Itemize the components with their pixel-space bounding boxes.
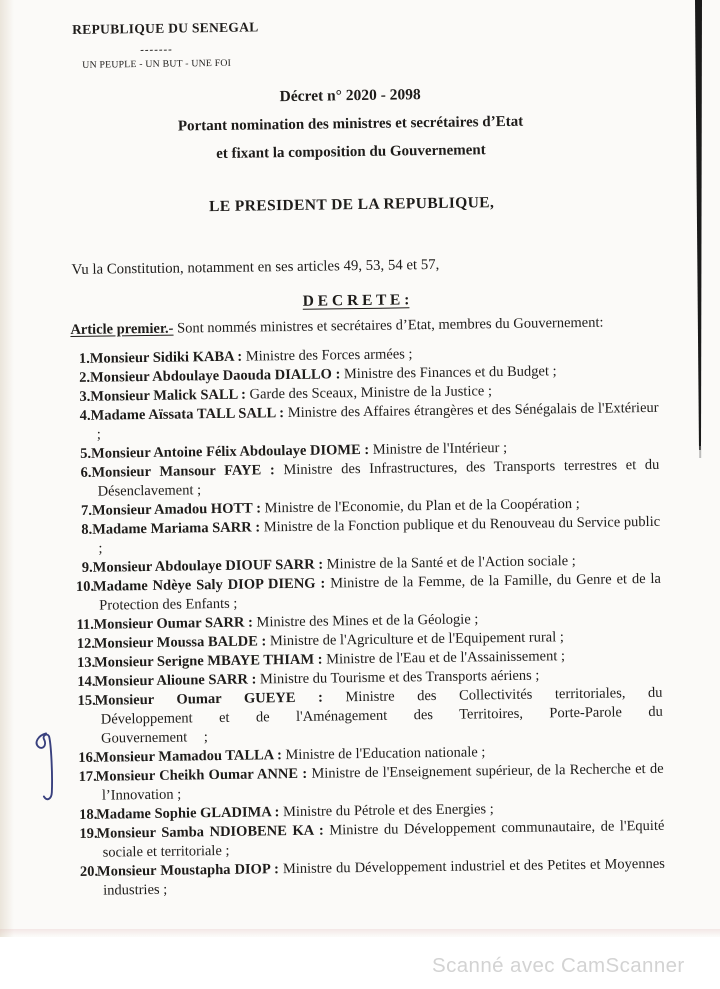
minister-number: 7. [80, 502, 93, 519]
letterhead-separator: ------- [140, 43, 173, 57]
minister-name: Monsieur Moustapha DIOP : [96, 861, 279, 880]
minister-name: Monsieur Mamadou TALLA : [95, 747, 282, 766]
minister-name: Monsieur Moussa BALDE : [93, 633, 267, 652]
decrete-heading: D E C R E T E : [302, 291, 410, 310]
letterhead-country: REPUBLIQUE DU SENEGAL [72, 19, 259, 37]
minister-role: Ministre des Infrastructures, des Transports terrestres et du Désenclavement ; [97, 456, 660, 500]
minister-name: Madame Ndèye Saly DIOP DIENG : [92, 575, 326, 595]
minister-number: 9. [81, 559, 93, 576]
minister-name: Monsieur Malick SALL : [90, 386, 247, 405]
minister-name: Madame Mariama SARR : [92, 519, 261, 538]
minister-number: 4. [79, 407, 91, 424]
minister-number: 10. [75, 578, 95, 595]
minister-role: Ministre de l'Education nationale ; [281, 744, 486, 764]
minister-role: Ministre des Collectivités territoriales, du Développement et de l'Aménagement des Territoires, Porte-Parole du Gouvernement ; [100, 684, 663, 747]
minister-role: Ministre de l'Eau et de l'Assainissement ; [322, 648, 566, 668]
decree-subtitle-line2: et fixant la composition du Gouvernement [216, 142, 486, 162]
minister-number: 11. [76, 616, 94, 633]
minister-number: 5. [80, 445, 92, 462]
minister-name: Madame Sophie GLADIMA : [96, 804, 280, 823]
minister-number: 13. [76, 654, 96, 671]
minister-number: 3. [79, 388, 91, 405]
minister-role: Ministre de l'Economie, du Plan et de la Coopération ; [260, 495, 580, 517]
article-premier-label: Article premier.- [70, 320, 174, 339]
article-premier-text: Sont nommés ministres et secrétaires d’Etat, membres du Gouvernement: [173, 314, 604, 337]
minister-name: Monsieur Cheikh Oumar ANNE : [95, 765, 308, 785]
minister-role: Ministre du Pétrole et des Energies ; [279, 801, 494, 821]
minister-name: Monsieur Serigne MBAYE THIAM : [93, 651, 323, 671]
minister-role: Ministre des Mines et de la Géologie ; [252, 611, 479, 631]
scan-edge-line [690, 0, 712, 462]
decree-subtitle-line1: Portant nomination des ministres et secrétaires d’Etat [177, 113, 524, 135]
minister-number: 20. [79, 863, 99, 880]
minister-number: 14. [77, 673, 96, 690]
minister-number: 12. [76, 635, 96, 652]
minister-name: Monsieur Amadou HOTT : [91, 500, 262, 519]
minister-name: Monsieur Samba NDIOBENE KA : [96, 822, 324, 842]
minister-name: Monsieur Oumar SARR : [93, 614, 253, 633]
minister-role: Garde des Sceaux, Ministre de la Justice ; [245, 383, 493, 403]
minister-name: Monsieur Oumar GUEYE : [94, 689, 324, 709]
minister-name: Madame Aïssata TALL SALL : [90, 405, 285, 424]
minister-name: Monsieur Sidiki KABA : [89, 348, 243, 367]
minister-role: Ministre de l'Agriculture et de l'Equipement rural ; [266, 629, 564, 650]
decree-number: Décret n° 2020 - 2098 [279, 86, 421, 106]
letterhead [72, 19, 259, 71]
minister-number: 19. [79, 825, 98, 842]
minister-role: Ministre des Forces armées ; [242, 346, 413, 365]
handwritten-pen-mark [31, 724, 64, 812]
minister-number: 15. [77, 692, 96, 709]
minister-role: Ministre du Tourisme et des Transports aériens ; [256, 667, 540, 688]
minister-name: Monsieur Antoine Félix Abdoulaye DIOME : [91, 441, 370, 462]
minister-role: Ministre de l'Enseignement supérieur, de la Recherche et de l’Innovation ; [101, 760, 664, 804]
minister-number: 1. [78, 350, 90, 367]
minister-role: Ministre du Développement communautaire, de l'Equité sociale et territoriale ; [102, 817, 665, 861]
minister-number: 16. [78, 749, 97, 766]
minister-role: Ministre de la Femme, de la Famille, du Genre et de la Protection des Enfants ; [99, 570, 662, 614]
minister-name: Monsieur Alioune SARR : [94, 671, 257, 690]
minister-role: Ministre des Finances et du Budget ; [340, 363, 557, 383]
ministers-list [73, 342, 666, 901]
article-premier-line [70, 315, 603, 339]
minister-name: Monsieur Abdoulaye Daouda DIALLO : [89, 366, 341, 386]
minister-role: Ministre du Développement industriel et des Petites et Moyennes industries ; [103, 855, 665, 899]
minister-number: 6. [80, 464, 92, 481]
minister-name: Monsieur Mansour FAYE : [91, 462, 275, 481]
minister-role: Ministre de la Fonction publique et du Renouveau du Service public ; [98, 513, 661, 557]
minister-number: 8. [81, 521, 93, 538]
minister-role: Ministre des Affaires étrangères et des Sénégalais de l'Extérieur ; [96, 399, 659, 443]
minister-item [77, 684, 663, 749]
minister-name: Monsieur Abdoulaye DIOUF SARR : [92, 556, 324, 576]
minister-number: 18. [79, 806, 98, 823]
letterhead-motto: UN PEUPLE - UN BUT - UNE FOI [82, 57, 232, 71]
camscanner-watermark: Scanné avec CamScanner [432, 954, 685, 977]
constitution-visa-line: Vu la Constitution, notamment en ses articles 49, 53, 54 et 57, [71, 256, 440, 279]
minister-role: Ministre de la Santé et de l'Action sociale ; [323, 553, 576, 573]
minister-role: Ministre de l'Intérieur ; [369, 439, 508, 458]
minister-item [80, 855, 665, 901]
minister-number: 2. [79, 369, 91, 386]
president-heading: LE PRESIDENT DE LA REPUBLIQUE, [208, 194, 495, 216]
minister-number: 17. [78, 768, 97, 785]
